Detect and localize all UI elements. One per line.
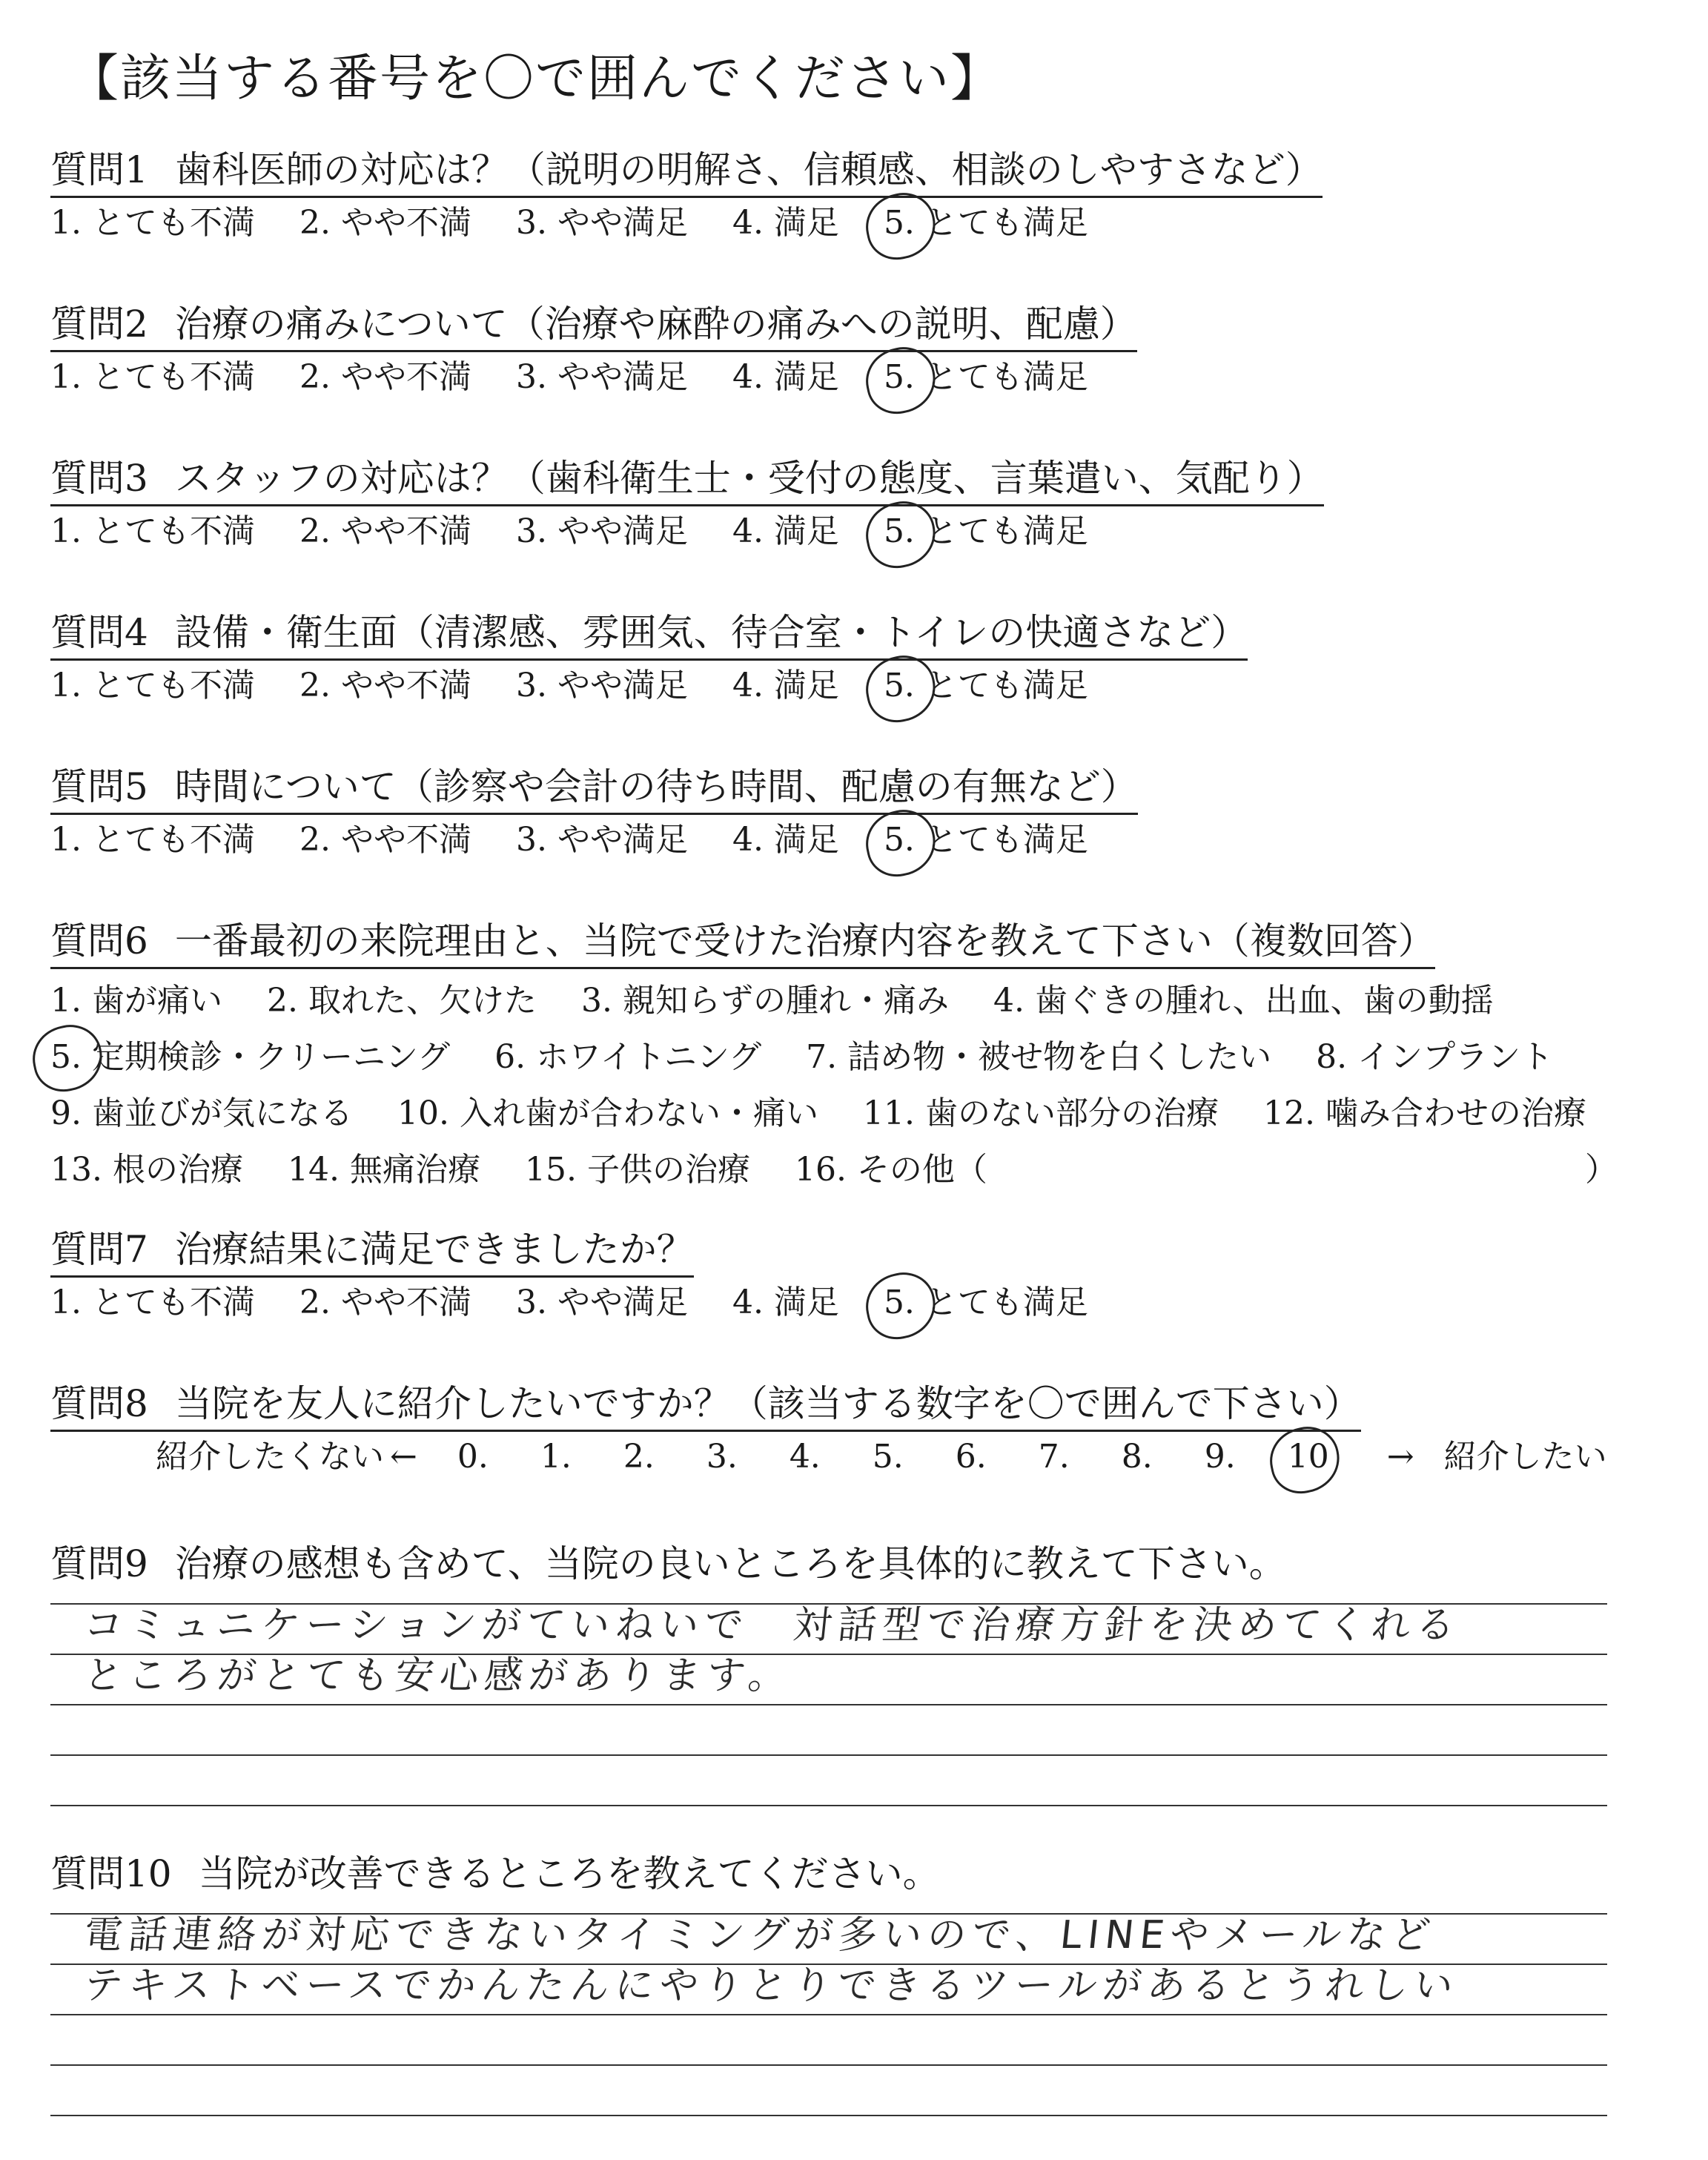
scale-4[interactable]: 4. <box>789 1438 821 1476</box>
option-2[interactable]: 2. やや不満 <box>299 204 471 242</box>
question-heading <box>50 300 1137 352</box>
question-1 <box>50 145 1666 245</box>
option-1[interactable]: 1. とても不満 <box>50 358 255 396</box>
option-3[interactable]: 3. やや満足 <box>515 204 688 242</box>
answer-line <box>50 1754 1607 1756</box>
question-heading <box>50 916 1435 969</box>
option-2[interactable]: 2. やや不満 <box>299 1284 471 1321</box>
option-5-circled[interactable]: 5. とても満足 <box>884 818 1088 862</box>
option-2[interactable]: 2. やや不満 <box>299 358 471 396</box>
option-3[interactable]: 3. やや満足 <box>515 512 688 550</box>
option-5-circled[interactable]: 5. とても満足 <box>884 664 1088 708</box>
rating-options <box>50 355 1666 400</box>
option-4[interactable]: 4. 満足 <box>732 1284 839 1321</box>
question-text: 当院が改善できるところを教えてください。 <box>198 1852 940 1895</box>
option-5-circled[interactable]: 5. とても満足 <box>884 1281 1088 1325</box>
option-1[interactable]: 1. とても不満 <box>50 512 255 550</box>
question-heading <box>50 608 1248 661</box>
option-3[interactable]: 3. やや満足 <box>515 667 688 704</box>
treatment-option-6[interactable]: 6. ホワイトニング <box>494 1038 762 1076</box>
question-text: 治療結果に満足できましたか？ <box>174 1228 694 1271</box>
handwritten-answer: テキストベースでかんたんにやりとりできるツールがあるとうれしい <box>82 1964 1461 2008</box>
handwritten-answer: ところがとても安心感があります。 <box>82 1654 795 1698</box>
question-label: 質問2 <box>50 303 148 346</box>
answer-line <box>50 1654 1607 1705</box>
question-6 <box>50 916 1666 1195</box>
treatment-row-1 <box>50 977 1666 1025</box>
treatment-option-8[interactable]: 8. インプラント <box>1316 1038 1554 1076</box>
question-7 <box>50 1225 1666 1325</box>
option-4[interactable]: 4. 満足 <box>732 512 839 550</box>
treatment-option-12[interactable]: 12. 噛み合わせの治療 <box>1262 1094 1586 1132</box>
question-heading <box>50 1849 940 1900</box>
treatment-option-13[interactable]: 13. 根の治療 <box>50 1151 243 1189</box>
handwritten-answer: 電話連絡が対応できないタイミングが多いので、LINEやメールなど <box>82 1913 1439 1958</box>
question-label: 質問6 <box>50 919 148 962</box>
option-2[interactable]: 2. やや不満 <box>299 667 471 704</box>
option-3[interactable]: 3. やや満足 <box>515 821 688 859</box>
scale-3[interactable]: 3. <box>706 1438 738 1476</box>
rating-options <box>50 664 1666 708</box>
treatment-option-16[interactable]: 16. その他（ <box>794 1151 987 1189</box>
rating-options <box>50 1281 1666 1325</box>
left-arrow-icon: ← <box>390 1438 417 1476</box>
option-5-circled[interactable]: 5. とても満足 <box>884 509 1088 554</box>
option-4[interactable]: 4. 満足 <box>732 667 839 704</box>
scale-right-label: 紹介したい <box>1443 1438 1607 1476</box>
answer-line <box>50 2064 1607 2066</box>
question-label: 質問5 <box>50 765 148 808</box>
scale-1[interactable]: 1. <box>540 1438 572 1476</box>
treatment-row-2 <box>50 1033 1666 1082</box>
question-heading <box>50 1225 694 1278</box>
question-4 <box>50 608 1666 708</box>
other-paren-close: ） <box>1584 1151 1618 1189</box>
question-9 <box>50 1539 1666 1590</box>
question-3 <box>50 454 1666 554</box>
treatment-option-2[interactable]: 2. 取れた、欠けた <box>266 982 537 1020</box>
scale-6[interactable]: 6. <box>955 1438 987 1476</box>
option-1[interactable]: 1. とても不満 <box>50 204 255 242</box>
treatment-option-15[interactable]: 15. 子供の治療 <box>524 1151 750 1189</box>
question-2 <box>50 300 1666 400</box>
option-1[interactable]: 1. とても不満 <box>50 821 255 859</box>
treatment-option-4[interactable]: 4. 歯ぐきの腫れ、出血、歯の動揺 <box>993 982 1494 1020</box>
scale-2[interactable]: 2. <box>623 1438 655 1476</box>
option-3[interactable]: 3. やや満足 <box>515 1284 688 1321</box>
page-title: 【該当する番号を〇で囲んでください】 <box>68 50 1003 108</box>
scale-7[interactable]: 7. <box>1038 1438 1070 1476</box>
question-8 <box>50 1379 1666 1479</box>
handwritten-answer: コミュニケーションがていねいで 対話型で治療方針を決めてくれる <box>82 1603 1463 1648</box>
option-5-circled[interactable]: 5. とても満足 <box>884 201 1088 245</box>
rating-options <box>50 201 1666 245</box>
q9-answer-area[interactable] <box>50 1603 1607 1806</box>
question-text: 治療の痛みについて（治療や麻酔の痛みへの説明、配慮） <box>174 303 1137 346</box>
treatment-row-4 <box>50 1146 1666 1195</box>
question-label: 質問4 <box>50 611 148 654</box>
rating-options <box>50 509 1666 554</box>
question-heading <box>50 145 1323 198</box>
question-text: スタッフの対応は？（歯科衛生士・受付の態度、言葉遣い、気配り） <box>174 457 1324 500</box>
scale-left-label: 紹介したくない <box>156 1438 384 1476</box>
option-1[interactable]: 1. とても不満 <box>50 667 255 704</box>
treatment-option-11[interactable]: 11. 歯のない部分の治療 <box>862 1094 1219 1132</box>
treatment-option-3[interactable]: 3. 親知らずの腫れ・痛み <box>580 982 949 1020</box>
answer-line <box>50 1805 1607 1806</box>
treatment-option-7[interactable]: 7. 詰め物・被せ物を白くしたい <box>806 1038 1272 1076</box>
treatment-option-10[interactable]: 10. 入れ歯が合わない・痛い <box>397 1094 818 1132</box>
question-heading <box>50 454 1324 506</box>
question-label: 質問7 <box>50 1228 148 1271</box>
right-arrow-icon: → <box>1386 1438 1414 1476</box>
question-5 <box>50 762 1666 862</box>
treatment-option-5-circled[interactable]: 5. 定期検診・クリーニング <box>50 1033 450 1082</box>
question-heading <box>50 1379 1361 1432</box>
treatment-option-9[interactable]: 9. 歯並びが気になる <box>50 1094 353 1132</box>
scale-8[interactable]: 8. <box>1121 1438 1153 1476</box>
option-4[interactable]: 4. 満足 <box>732 358 839 396</box>
option-4[interactable]: 4. 満足 <box>732 821 839 859</box>
option-3[interactable]: 3. やや満足 <box>515 358 688 396</box>
option-2[interactable]: 2. やや不満 <box>299 821 471 859</box>
scale-9[interactable]: 9. <box>1204 1438 1236 1476</box>
question-heading <box>50 1539 1286 1590</box>
treatment-option-1[interactable]: 1. 歯が痛い <box>50 982 222 1020</box>
scale-5[interactable]: 5. <box>872 1438 904 1476</box>
question-text: 治療の感想も含めて、当院の良いところを具体的に教えて下さい。 <box>174 1542 1286 1585</box>
question-text: 歯科医師の対応は？（説明の明解さ、信頼感、相談のしやすさなど） <box>174 148 1323 191</box>
question-label: 質問9 <box>50 1542 148 1585</box>
treatment-row-3 <box>50 1089 1666 1138</box>
option-2[interactable]: 2. やや不満 <box>299 512 471 550</box>
scale-10-circled[interactable]: 10 <box>1288 1435 1340 1479</box>
question-text: 設備・衛生面（清潔感、雰囲気、待合室・トイレの快適さなど） <box>174 611 1248 654</box>
answer-line <box>50 2115 1607 2116</box>
option-1[interactable]: 1. とても不満 <box>50 1284 255 1321</box>
question-label: 質問1 <box>50 148 148 191</box>
question-label: 質問10 <box>50 1852 172 1895</box>
question-text: 一番最初の来院理由と、当院で受けた治療内容を教えて下さい（複数回答） <box>174 919 1435 962</box>
question-10 <box>50 1849 1666 1900</box>
scale-0[interactable]: 0. <box>457 1438 489 1476</box>
rating-options <box>50 818 1666 862</box>
question-label: 質問3 <box>50 457 148 500</box>
treatment-option-14[interactable]: 14. 無痛治療 <box>287 1151 480 1189</box>
question-text: 当院を友人に紹介したいですか？（該当する数字を〇で囲んで下さい） <box>174 1382 1361 1425</box>
question-label: 質問8 <box>50 1382 148 1425</box>
answer-line <box>50 1964 1607 2015</box>
q10-answer-area[interactable] <box>50 1913 1607 2116</box>
option-4[interactable]: 4. 満足 <box>732 204 839 242</box>
recommend-scale <box>50 1435 1666 1479</box>
question-text: 時間について（診察や会計の待ち時間、配慮の有無など） <box>174 765 1138 808</box>
question-heading <box>50 762 1138 815</box>
option-5-circled[interactable]: 5. とても満足 <box>884 355 1088 400</box>
